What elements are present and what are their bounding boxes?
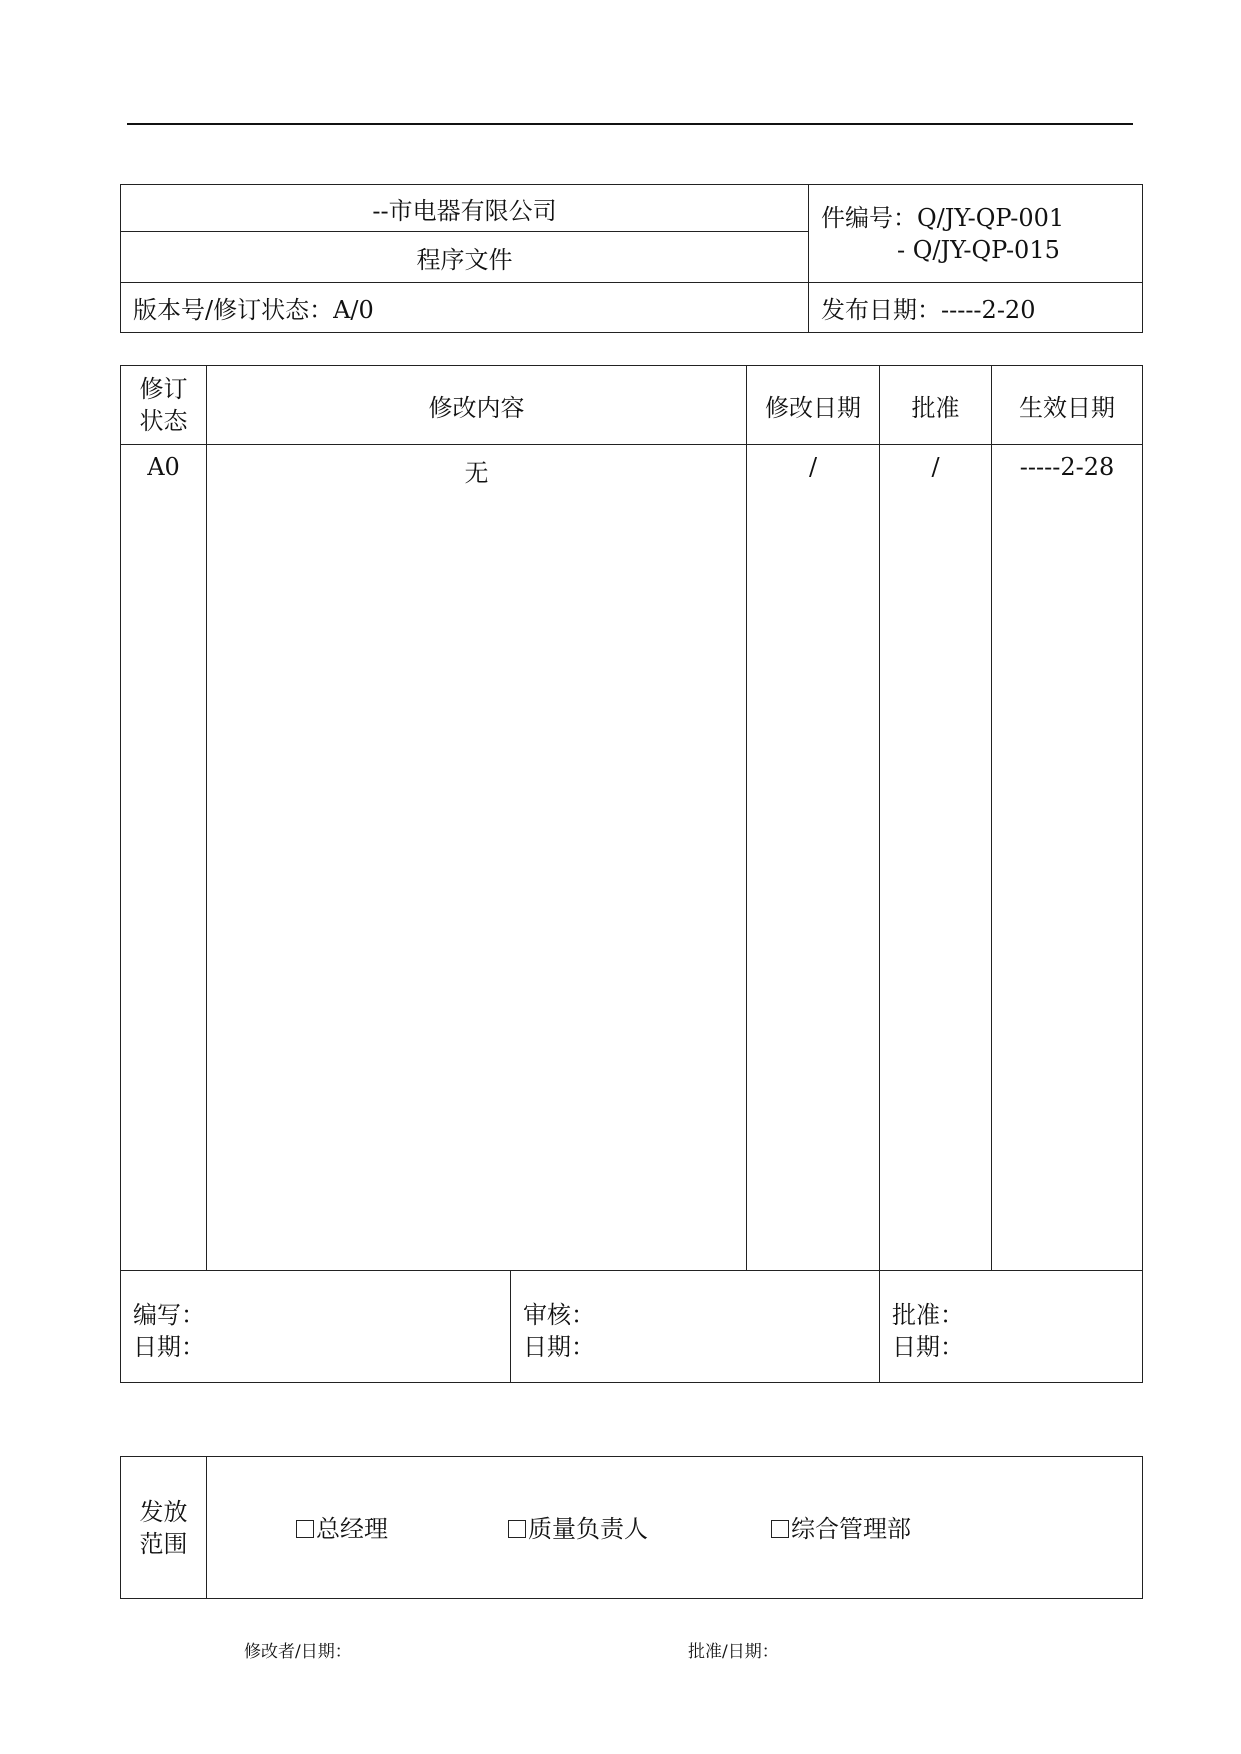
reviewed-by-cell: [511, 1271, 880, 1383]
prepared-date-label: 日期：: [133, 1333, 205, 1361]
distribution-table: [120, 1456, 1143, 1599]
checkbox-icon[interactable]: [296, 1520, 314, 1538]
col-header-status: 修订 状态: [121, 366, 207, 445]
version-status: 版本号/修订状态：A/0: [121, 283, 809, 333]
col-header-mod-date: 修改日期: [747, 366, 880, 445]
checkbox-icon[interactable]: [771, 1520, 789, 1538]
prepared-by-label: 编写：: [133, 1301, 205, 1329]
company-name: --市电器有限公司: [121, 185, 809, 232]
revision-table: [120, 365, 1143, 1383]
document-number-cell: [809, 185, 1143, 283]
approved-by-cell: [880, 1271, 1143, 1383]
reviewed-date-label: 日期：: [523, 1333, 595, 1361]
distribution-label: 发放 范围: [121, 1457, 207, 1599]
prepared-by-cell: [121, 1271, 511, 1383]
reviewed-by-label: 审核：: [523, 1301, 595, 1329]
col-header-approval: 批准: [880, 366, 992, 445]
checkbox-icon[interactable]: [508, 1520, 526, 1538]
issue-date: 发布日期：-----2-20: [809, 283, 1143, 333]
row-content: 无: [207, 445, 747, 1271]
footer-approver: 批准/日期：: [688, 1642, 779, 1662]
col-header-content: 修改内容: [207, 366, 747, 445]
row-mod-date: /: [747, 445, 880, 1271]
document-number-range: - Q/JY-QP-015: [897, 235, 1060, 264]
signature-row: [121, 1271, 1143, 1383]
document-number: 件编号：Q/JY-QP-001: [821, 203, 1065, 232]
document-header-table: [120, 184, 1143, 333]
approved-date-label: 日期：: [892, 1333, 964, 1361]
footer-modifier: 修改者/日期：: [244, 1642, 352, 1662]
distribution-options: [207, 1457, 1143, 1599]
approved-by-label: 批准：: [892, 1301, 964, 1329]
col-header-eff-date: 生效日期: [992, 366, 1143, 445]
option-admin-dept[interactable]: 综合管理部: [771, 1509, 911, 1544]
option-quality-manager[interactable]: 质量负责人: [508, 1509, 648, 1544]
row-approval: /: [880, 445, 992, 1271]
option-general-manager[interactable]: 总经理: [296, 1509, 388, 1544]
row-status: A0: [121, 445, 207, 1271]
table-row: [121, 445, 1143, 1271]
top-rule: [127, 123, 1133, 125]
document-type: 程序文件: [121, 232, 809, 283]
row-eff-date: -----2-28: [992, 445, 1143, 1271]
